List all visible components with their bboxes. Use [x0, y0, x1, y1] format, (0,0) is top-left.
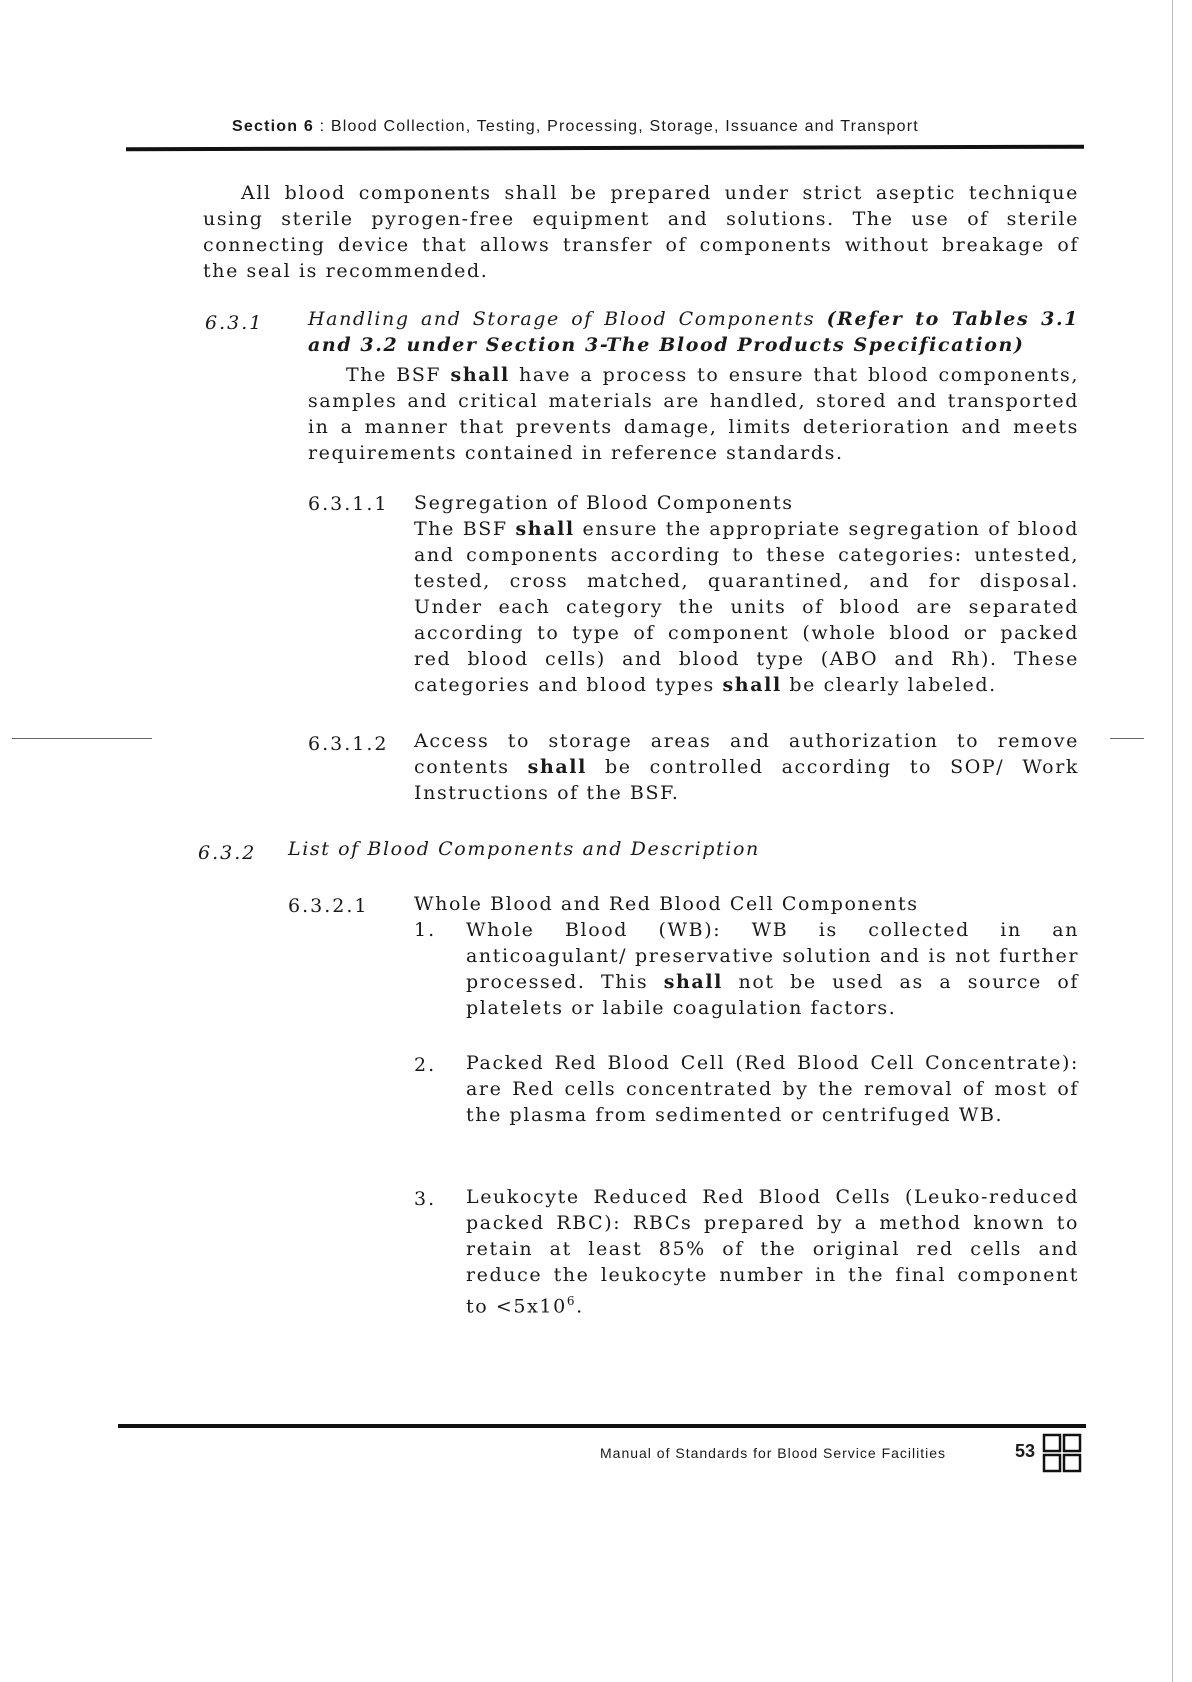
- list-item-whole-blood: [466, 917, 1079, 1021]
- header-section-label: Section 6: [232, 118, 314, 135]
- footer-manual-title: Manual of Standards for Blood Service Facilities: [600, 1445, 947, 1461]
- intro-paragraph: All blood components shall be prepared under strict aseptic technique using sterile pyrogen-free equipment and solutions. The use of sterile connecting device that allows transfer of components without breakage of the seal is recommended.: [203, 182, 1079, 282]
- section-6-3-1-1-body: [414, 516, 1079, 698]
- section-6-3-1-heading: [308, 306, 1079, 358]
- header-separator: :: [319, 118, 326, 135]
- list-item-marker: 1.: [414, 919, 437, 941]
- superscript-exponent: 6: [566, 1294, 577, 1308]
- body-text: .: [576, 1295, 584, 1318]
- emphasis-shall: shall: [722, 674, 782, 696]
- page-number: 53: [1015, 1441, 1036, 1461]
- running-header: [232, 118, 1084, 136]
- footer-rule: [118, 1424, 1086, 1428]
- scan-artifact-mark: [1110, 738, 1144, 739]
- body-text: ensure the appropriate segregation of blood and components according to these categories: untested, tested, cross matched, quarantined, and for disposal. Under each category the units of blood are separated according to type of component (whole blood or packed red blood cells) and blood type (ABO and Rh). These categories and blood types: [414, 518, 1079, 696]
- section-number-6-3-1-1: 6.3.1.1: [308, 493, 389, 515]
- emphasis-shall: shall: [515, 518, 575, 540]
- section-6-3-2-title: List of Blood Components and Description: [288, 838, 760, 860]
- emphasis-shall: shall: [663, 971, 723, 993]
- section-number-6-3-1-2: 6.3.1.2: [308, 733, 389, 755]
- section-number-6-3-2-1: 6.3.2.1: [288, 895, 369, 917]
- section-6-3-2-1-title: Whole Blood and Red Blood Cell Components: [414, 893, 919, 915]
- list-item-packed-red-blood-cell: Packed Red Blood Cell (Red Blood Cell Concentrate): are Red cells concentrated by the removal of most of the plasma from sedimented or centrifuged WB.: [466, 1052, 1079, 1126]
- section-6-3-1-1-title: Segregation of Blood Components: [414, 492, 794, 514]
- header-rule: [126, 145, 1084, 152]
- section-6-3-1-body: [308, 362, 1079, 466]
- body-text: be clearly labeled.: [781, 674, 997, 696]
- section-number-6-3-1: 6.3.1: [205, 312, 264, 334]
- section-number-6-3-2: 6.3.2: [198, 842, 257, 864]
- scan-edge-line: [1172, 0, 1173, 1682]
- section-6-3-1-2-body: [414, 728, 1079, 806]
- header-section-title: Blood Collection, Testing, Processing, Storage, Issuance and Transport: [330, 118, 919, 135]
- list-item-marker: 2.: [414, 1054, 437, 1076]
- list-item-leukocyte-reduced-rbc: [466, 1184, 1079, 1319]
- scan-artifact-mark: [12, 738, 152, 739]
- list-item-marker: 3.: [414, 1188, 437, 1210]
- emphasis-shall: shall: [527, 756, 587, 778]
- section-6-3-1-reference: (Refer to Tables 3.1 and 3.2 under Section 3-The Blood Products Specification): [308, 308, 1079, 356]
- section-6-3-1-title: Handling and Storage of Blood Components: [308, 308, 816, 330]
- body-text: The BSF: [414, 518, 516, 540]
- footer-logo-icon: [1042, 1433, 1082, 1473]
- emphasis-shall: shall: [450, 364, 510, 386]
- body-text: have a process to ensure that blood components, samples and critical materials are handled, stored and transported in a manner that prevents damage, limits deterioration and meets requirements contained in reference standards.: [308, 364, 1079, 464]
- body-text: Leukocyte Reduced Red Blood Cells (Leuko-reduced packed RBC): RBCs prepared by a method known to retain at least 85% of the original red cells and reduce the leukocyte number in the final component to <5x10: [466, 1186, 1079, 1318]
- body-text: not be used as a source of platelets or labile coagulation factors.: [466, 971, 1079, 1019]
- body-text: The BSF: [346, 364, 451, 386]
- body-text: Access to storage areas and authorization to remove contents: [414, 730, 1079, 778]
- body-text: Whole Blood (WB): WB is collected in an anticoagulant/ preservative solution and is not further processed. This: [466, 919, 1079, 993]
- body-text: be controlled according to SOP/ Work Instructions of the BSF.: [414, 756, 1079, 804]
